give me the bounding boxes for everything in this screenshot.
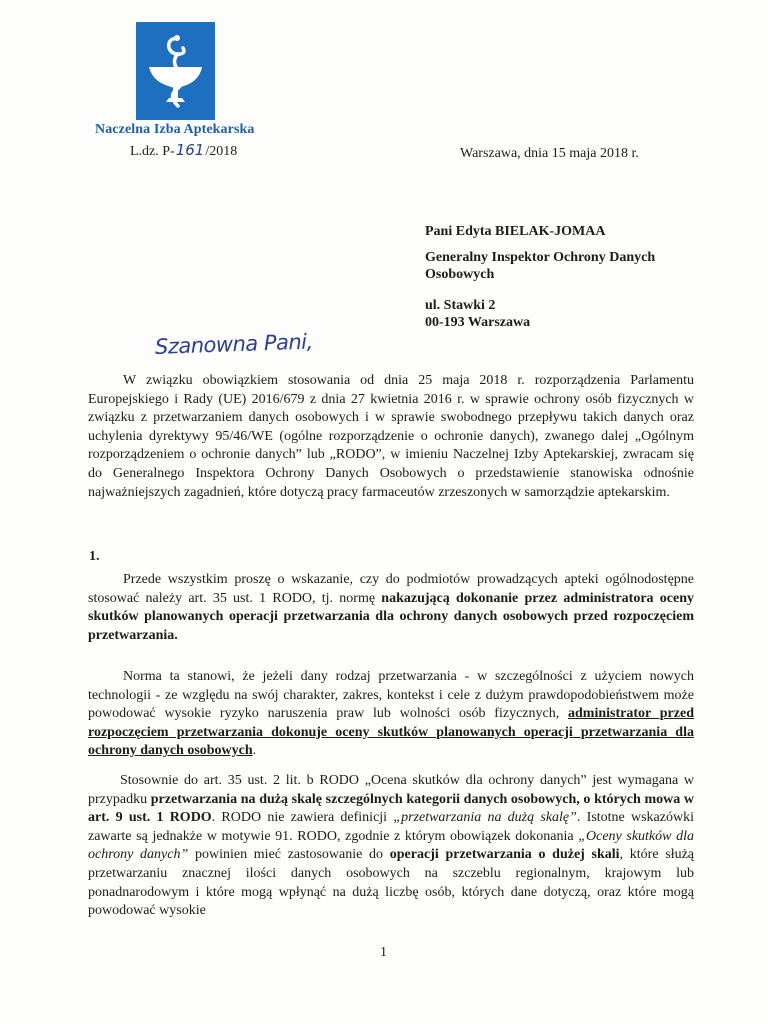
recipient-city: 00-193 Warszawa	[425, 315, 531, 330]
paragraph-art35-part5: , które służą przetwarzaniu znacznej ilości danych osobowych na szczeblu regionalnym, krajowym lub ponadnarodowym i które mogą wpłynąć na dużą liczbę osób, których dane dotyczą, oraz które mogą powodować wysokie	[88, 847, 695, 919]
paragraph-intro-text: W związku obowiązkiem stosowania od dnia 25 maja 2018 r. rozporządzenia Parlamentu Europejskiego i Rady (UE) 2016/679 z dnia 27 kwietnia 2016 r. w sprawie ochrony osób fizycznych w związku z przetwarzaniem danych osobowych i w sprawie swobodnego przepływu takich danych oraz uchylenia dyrektywy 95/46/WE (ogólne rozporządzenie o ochronie danych), zwanego dalej „Ogólnym rozporządzeniem o ochronie danych” lub „RODO”, w imieniu Naczelnej Izby Aptekarskiej, zwracam się do Generalnego Inspektora Ochrony Danych Osobowych o przedstawienie stanowiska odnośnie najważniejszych zagadnień, które dotyczą pracy farmaceutów zrzeszonych w samorządzie aptekarskim.	[88, 373, 694, 500]
paragraph-art35-part4: powinien mieć zastosowanie do	[188, 847, 390, 863]
paragraph-norm	[88, 668, 694, 761]
recipient-title	[425, 249, 655, 283]
paragraph-art35-bold1: przetwarzania na dużą skalę szczególnych kategorii danych osobowych, o których mowa w art. 9 ust. 1 RODO	[88, 791, 694, 826]
paragraph-question-1-bold: nakazującą dokonanie przez administratora oceny skutków planowanych operacji przetwarzania dla ochrony danych osobowych przed rozpoczęciem przetwarzania.	[88, 590, 694, 643]
handwritten-greeting: Szanowna Pani,	[154, 329, 314, 359]
bowl-of-hygieia-icon	[136, 22, 215, 120]
organization-logo	[136, 22, 215, 120]
recipient-title-line1: Generalny Inspektor Ochrony Danych	[425, 250, 656, 265]
recipient-title-line2: Osobowych	[425, 267, 495, 282]
reference-handwritten-number: 161	[175, 141, 205, 159]
recipient-street: ul. Stawki 2	[425, 298, 496, 313]
recipient-name: Pani Edyta BIELAK-JOMAA	[425, 224, 606, 239]
reference-prefix: L.dz. P-	[130, 144, 175, 159]
reference-number	[130, 141, 237, 160]
paragraph-art35-italic2: „Oceny skutków dla ochrony danych”	[88, 828, 694, 863]
paragraph-art35-part2: . RODO nie zawiera definicji	[211, 810, 394, 826]
paragraph-art35-part1: Stosownie do art. 35 ust. 2 lit. b RODO „Ocena skutków dla ochrony danych” jest wymagana w przypadku	[88, 773, 694, 807]
section-number: 1.	[89, 549, 100, 564]
paragraph-art35-italic1: „przetwarzania na dużą skalę”	[393, 810, 577, 826]
recipient-address	[425, 297, 530, 331]
paragraph-art35-part3: . Istotne wskazówki zawarte są jednakże w motywie 91. RODO, zgodnie z którym obowiązek dokonania	[88, 810, 694, 844]
reference-suffix: /2018	[205, 144, 238, 159]
page-number: 1	[380, 945, 387, 960]
paragraph-norm-end: .	[252, 743, 257, 759]
paragraph-question-1	[88, 571, 694, 645]
paragraph-question-1-text: Przede wszystkim proszę o wskazanie, czy do podmiotów prowadzących apteki ogólnodostępne stosować należy art. 35 ust. 1 RODO, tj. normę	[88, 572, 694, 606]
letter-date: Warszawa, dnia 15 maja 2018 r.	[460, 146, 639, 161]
paragraph-art35-bold2: operacji przetwarzania o dużej skali	[389, 847, 620, 863]
paragraph-norm-text: Norma ta stanowi, że jeżeli dany rodzaj przetwarzania - w szczególności z użyciem nowych technologii - ze względu na swój charakter, zakres, kontekst i cele z dużym prawdopodobieństwem może powodować wysokie ryzyko naruszenia praw lub wolności osób fizycznych,	[88, 669, 694, 722]
organization-name: Naczelna Izba Aptekarska	[95, 122, 255, 137]
paragraph-norm-emphasis: administrator przed rozpoczęciem przetwarzania dokonuje oceny skutków planowanych operacji przetwarzania dla ochrony danych osobowych	[88, 706, 694, 759]
paragraph-intro	[88, 372, 694, 502]
paragraph-art35	[88, 772, 694, 921]
